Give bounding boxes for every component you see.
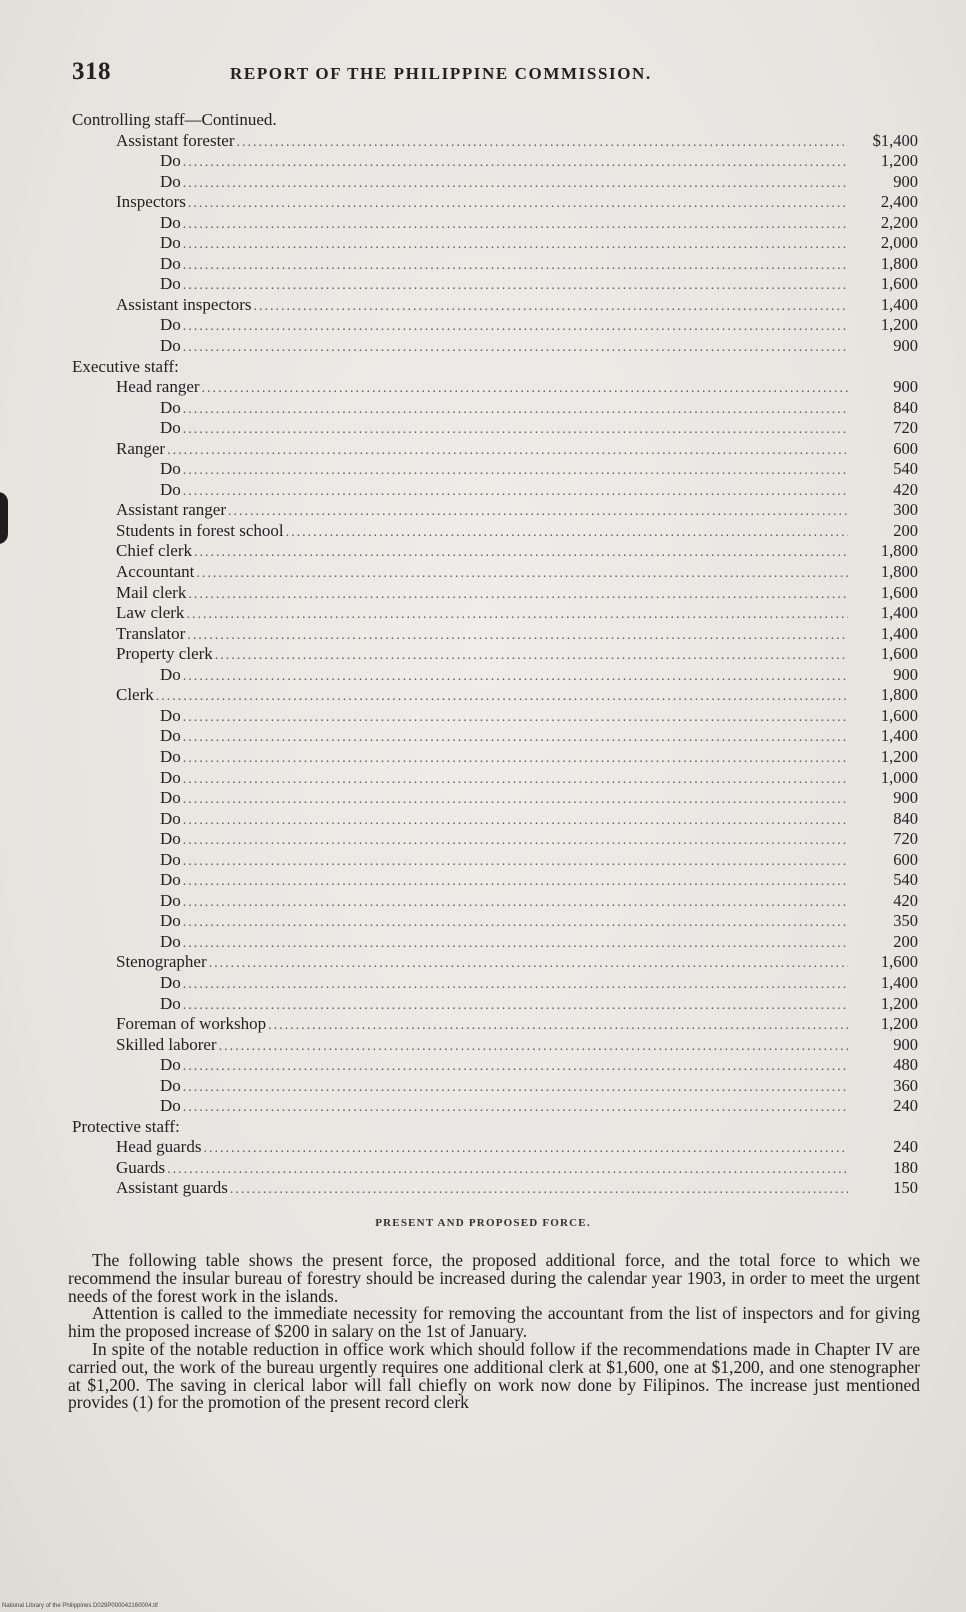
row-label: Do <box>160 726 181 746</box>
dot-leader <box>209 954 848 975</box>
body-text <box>68 1252 920 1412</box>
table-row <box>72 809 918 830</box>
row-label: Do <box>160 336 181 356</box>
row-label: Do <box>160 315 181 335</box>
row-label: Do <box>160 972 181 992</box>
table-row <box>72 1137 918 1158</box>
table-row <box>72 644 918 665</box>
row-amount: 1,600 <box>880 705 918 725</box>
dot-leader <box>183 996 848 1017</box>
row-label: Do <box>160 418 181 438</box>
dot-leader <box>183 770 848 791</box>
row-label: Guards <box>116 1157 166 1177</box>
dot-leader <box>183 913 848 934</box>
table-row <box>72 973 918 994</box>
dot-leader <box>183 153 848 174</box>
row-label: Translator <box>116 623 186 643</box>
row-label: Head guards <box>116 1137 202 1157</box>
row-label: Do <box>160 479 181 499</box>
dot-leader <box>230 1180 848 1201</box>
page-header <box>72 58 912 90</box>
table-row <box>72 151 918 172</box>
dot-leader <box>183 934 848 955</box>
table-row <box>72 1035 918 1056</box>
section-heading-row <box>72 1117 918 1138</box>
dot-leader <box>202 379 848 400</box>
row-label: Law clerk <box>116 603 185 623</box>
dot-leader <box>183 872 848 893</box>
row-amount: 1,800 <box>880 685 918 705</box>
row-amount: 240 <box>893 1137 918 1157</box>
table-row <box>72 952 918 973</box>
table-row <box>72 541 918 562</box>
dot-leader <box>183 420 848 441</box>
table-row <box>72 521 918 542</box>
row-amount: 2,400 <box>880 192 918 212</box>
row-amount: 1,200 <box>880 746 918 766</box>
table-row <box>72 1178 918 1199</box>
table-row <box>72 439 918 460</box>
dot-leader <box>183 1098 848 1119</box>
row-amount: 900 <box>893 336 918 356</box>
row-label: Mail clerk <box>116 582 187 602</box>
table-row <box>72 1076 918 1097</box>
row-label: Do <box>160 212 181 232</box>
table-row <box>72 274 918 295</box>
dot-leader <box>183 482 848 503</box>
table-row <box>72 459 918 480</box>
row-amount: 150 <box>893 1178 918 1198</box>
dot-leader <box>183 276 848 297</box>
row-amount: 1,600 <box>880 582 918 602</box>
row-amount: 1,600 <box>880 644 918 664</box>
table-row <box>72 932 918 953</box>
row-label: Do <box>160 788 181 808</box>
table-row <box>72 131 918 152</box>
row-amount: 200 <box>893 931 918 951</box>
table-row <box>72 706 918 727</box>
row-amount: 200 <box>893 520 918 540</box>
row-label: Do <box>160 931 181 951</box>
row-amount: 900 <box>893 664 918 684</box>
row-amount: 1,000 <box>880 767 918 787</box>
row-label: Do <box>160 1096 181 1116</box>
row-label: Do <box>160 890 181 910</box>
table-row <box>72 603 918 624</box>
dot-leader <box>183 1078 848 1099</box>
row-label: Do <box>160 664 181 684</box>
dot-leader <box>183 461 848 482</box>
dot-leader <box>167 1160 848 1181</box>
table-row <box>72 336 918 357</box>
dot-leader <box>183 790 848 811</box>
row-label: Do <box>160 829 181 849</box>
row-label: Do <box>160 1075 181 1095</box>
row-amount: 1,400 <box>880 726 918 746</box>
row-label: Students in forest school <box>116 520 284 540</box>
row-label: Foreman of workshop <box>116 1014 267 1034</box>
table-row <box>72 377 918 398</box>
table-row <box>72 665 918 686</box>
row-label: Do <box>160 1055 181 1075</box>
row-amount: 1,200 <box>880 993 918 1013</box>
row-label: Do <box>160 767 181 787</box>
dot-leader <box>183 893 848 914</box>
row-amount: 600 <box>893 438 918 458</box>
row-label: Chief clerk <box>116 541 192 561</box>
table-row <box>72 213 918 234</box>
section-heading-row <box>72 357 918 378</box>
row-amount: 600 <box>893 849 918 869</box>
table-row <box>72 726 918 747</box>
table-row <box>72 788 918 809</box>
dot-leader <box>183 667 848 688</box>
row-amount: 540 <box>893 459 918 479</box>
dot-leader <box>183 852 848 873</box>
row-label: Stenographer <box>116 952 207 972</box>
row-label: Assistant inspectors <box>116 294 252 314</box>
row-amount: 420 <box>893 890 918 910</box>
table-row <box>72 295 918 316</box>
row-amount: 900 <box>893 788 918 808</box>
row-label: Clerk <box>116 685 154 705</box>
row-amount: 1,800 <box>880 253 918 273</box>
dot-leader <box>183 749 848 770</box>
row-amount: 350 <box>893 911 918 931</box>
dot-leader <box>219 1037 848 1058</box>
row-label: Do <box>160 397 181 417</box>
dot-leader <box>183 708 848 729</box>
dot-leader <box>167 441 848 462</box>
dot-leader <box>187 626 848 647</box>
table-row <box>72 685 918 706</box>
dot-leader <box>286 523 848 544</box>
dot-leader <box>183 400 848 421</box>
dot-leader <box>254 297 848 318</box>
row-label: Do <box>160 171 181 191</box>
row-label: Assistant ranger <box>116 500 227 520</box>
archive-footer-note: National Library of the Philippines D029P000042160004.tif <box>2 1603 158 1609</box>
table-row <box>72 911 918 932</box>
row-label: Do <box>160 808 181 828</box>
row-amount: 1,400 <box>880 972 918 992</box>
row-amount: 2,000 <box>880 233 918 253</box>
row-label: Skilled laborer <box>116 1034 217 1054</box>
table-row <box>72 172 918 193</box>
row-amount: 2,200 <box>880 212 918 232</box>
dot-leader <box>183 215 848 236</box>
dot-leader <box>183 1057 848 1078</box>
table-row <box>72 768 918 789</box>
row-label: Do <box>160 849 181 869</box>
row-amount: 720 <box>893 418 918 438</box>
dot-leader <box>186 605 848 626</box>
row-label: Do <box>160 151 181 171</box>
dot-leader <box>183 728 848 749</box>
dot-leader <box>228 502 848 523</box>
row-label: Head ranger <box>116 377 200 397</box>
dot-leader <box>183 174 848 195</box>
row-label: Do <box>160 705 181 725</box>
row-amount: 360 <box>893 1075 918 1095</box>
table-row <box>72 500 918 521</box>
row-amount: 1,200 <box>880 315 918 335</box>
row-amount: 900 <box>893 1034 918 1054</box>
row-label: Do <box>160 233 181 253</box>
dot-leader <box>183 317 848 338</box>
row-label: Executive staff: <box>72 356 179 376</box>
row-amount: 900 <box>893 377 918 397</box>
table-row <box>72 829 918 850</box>
row-label: Property clerk <box>116 644 213 664</box>
paragraph: The following table shows the present force, the proposed additional force, and the total force to which we recommend the insular bureau of forestry should be increased during the calendar year 1903, in order to meet the urgent needs of the forest work in the islands. <box>68 1250 920 1306</box>
row-label: Do <box>160 993 181 1013</box>
table-row <box>72 254 918 275</box>
table-row <box>72 624 918 645</box>
row-label: Accountant <box>116 562 195 582</box>
table-row <box>72 583 918 604</box>
table-row <box>72 315 918 336</box>
table-row <box>72 233 918 254</box>
table-row <box>72 994 918 1015</box>
paragraph: Attention is called to the immediate necessity for removing the accountant from the list of inspectors and for giving him the proposed increase of $200 in salary on the 1st of January. <box>68 1303 920 1342</box>
dot-leader <box>188 585 848 606</box>
dot-leader <box>156 687 848 708</box>
dot-leader <box>183 975 848 996</box>
table-row <box>72 1055 918 1076</box>
row-amount: 240 <box>893 1096 918 1116</box>
section-title: PRESENT AND PROPOSED FORCE. <box>375 1217 591 1229</box>
table-row <box>72 870 918 891</box>
row-amount: 1,400 <box>880 623 918 643</box>
row-amount: 1,600 <box>880 274 918 294</box>
row-label: Assistant forester <box>116 130 235 150</box>
row-label: Assistant guards <box>116 1178 228 1198</box>
table-row <box>72 418 918 439</box>
dot-leader <box>268 1016 848 1037</box>
table-row <box>72 850 918 871</box>
paragraph: In spite of the notable reduction in office work which should follow if the recommendations made in Chapter IV are carried out, the work of the bureau urgently requires one additional clerk at $1,600, one at $1,200, and one stenographer at $1,200. The saving in clerical labor will fall chiefly on work now done by Filipinos. The increase just mentioned provides (1) for the promotion of the present record clerk <box>68 1338 920 1413</box>
dot-leader <box>215 646 848 667</box>
row-amount: 1,200 <box>880 151 918 171</box>
row-amount: 300 <box>893 500 918 520</box>
row-amount: 480 <box>893 1055 918 1075</box>
table-row <box>72 192 918 213</box>
row-label: Do <box>160 253 181 273</box>
row-amount: 1,400 <box>880 603 918 623</box>
table-row <box>72 1096 918 1117</box>
dot-leader <box>196 564 848 585</box>
table-row <box>72 1014 918 1035</box>
table-row <box>72 398 918 419</box>
row-amount: 420 <box>893 479 918 499</box>
table-row <box>72 562 918 583</box>
table-row <box>72 747 918 768</box>
dot-leader <box>188 194 848 215</box>
salary-table <box>72 110 918 1199</box>
row-label: Do <box>160 911 181 931</box>
dot-leader <box>203 1139 848 1160</box>
section-heading-row <box>72 110 918 131</box>
row-label: Do <box>160 746 181 766</box>
row-amount: 1,800 <box>880 541 918 561</box>
row-amount: 840 <box>893 397 918 417</box>
row-amount: 1,400 <box>880 294 918 314</box>
dot-leader <box>183 811 848 832</box>
row-amount: 1,600 <box>880 952 918 972</box>
row-amount: 900 <box>893 171 918 191</box>
row-amount: 180 <box>893 1157 918 1177</box>
row-label: Do <box>160 274 181 294</box>
running-head: REPORT OF THE PHILIPPINE COMMISSION. <box>230 64 652 83</box>
row-label: Controlling staff—Continued. <box>72 110 277 129</box>
row-label: Ranger <box>116 438 166 458</box>
dot-leader <box>183 338 848 359</box>
row-label: Protective staff: <box>72 1116 180 1136</box>
row-amount: 1,200 <box>880 1014 918 1034</box>
page-number: 318 <box>72 58 111 85</box>
table-row <box>72 1158 918 1179</box>
dot-leader <box>183 831 848 852</box>
table-row <box>72 891 918 912</box>
scan-edge-mark <box>0 492 8 544</box>
row-label: Inspectors <box>116 192 186 212</box>
dot-leader <box>194 543 848 564</box>
row-amount: 720 <box>893 829 918 849</box>
table-row <box>72 480 918 501</box>
row-amount: 540 <box>893 870 918 890</box>
row-label: Do <box>160 459 181 479</box>
row-amount: $1,400 <box>872 130 918 150</box>
row-label: Do <box>160 870 181 890</box>
dot-leader <box>183 256 848 277</box>
dot-leader <box>237 133 848 154</box>
dot-leader <box>183 235 848 256</box>
row-amount: 1,800 <box>880 562 918 582</box>
row-amount: 840 <box>893 808 918 828</box>
